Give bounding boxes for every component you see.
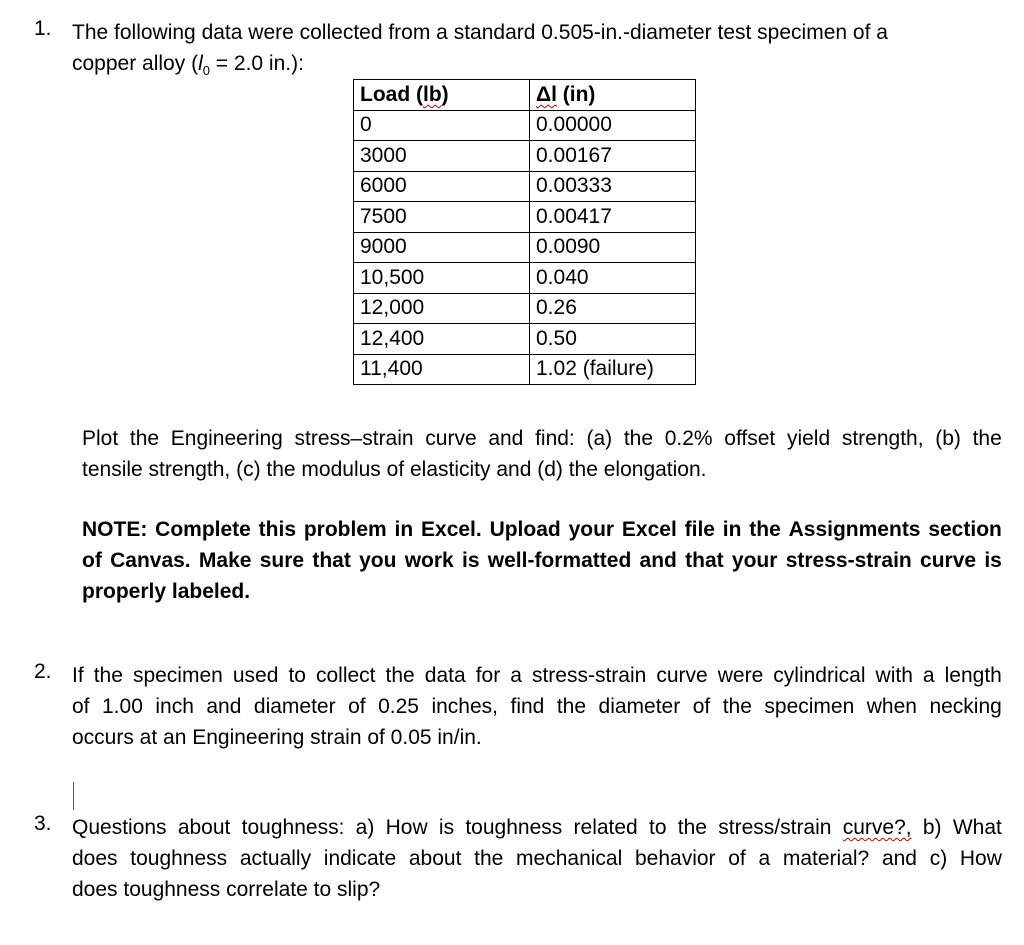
word: a xyxy=(758,847,771,870)
word: related xyxy=(573,816,638,839)
word: is xyxy=(461,549,480,572)
word: that xyxy=(312,549,351,572)
word: length xyxy=(944,664,1002,687)
word: NOTE: xyxy=(82,518,148,541)
table-row xyxy=(354,293,696,324)
column-header-load xyxy=(354,80,530,111)
word: inch xyxy=(155,695,194,718)
word: Make xyxy=(198,549,252,572)
word: the xyxy=(385,664,415,687)
column-header-delta-l xyxy=(530,80,696,111)
word: yield xyxy=(786,427,831,450)
word: 0.25 xyxy=(378,695,419,718)
delta-l-cell: 0.50 xyxy=(530,324,696,355)
table-row xyxy=(354,141,696,172)
word: curve xyxy=(425,427,477,450)
word: offset xyxy=(724,427,776,450)
word: behavior xyxy=(634,847,716,870)
load-elongation-table xyxy=(353,79,696,385)
word: (a) xyxy=(586,427,613,450)
load-cell: 3000 xyxy=(354,141,530,172)
word: about xyxy=(408,847,462,870)
word: of xyxy=(728,847,746,870)
q1-line2-prefix: copper alloy ( xyxy=(72,52,199,75)
word: stress–strain xyxy=(294,427,414,450)
word: of xyxy=(692,695,711,718)
header-delta-l-text: Δl (in) xyxy=(536,82,596,106)
table-row xyxy=(354,324,696,355)
word: strength, xyxy=(841,427,924,450)
word: 1.00 xyxy=(102,695,143,718)
word: Engineering xyxy=(170,427,283,450)
word: mechanical xyxy=(516,847,623,870)
question-2-number: 2. xyxy=(34,660,52,683)
table-row xyxy=(354,110,696,141)
word: curve xyxy=(920,549,977,572)
table-body xyxy=(354,110,696,385)
word: the xyxy=(474,847,504,870)
word: is xyxy=(438,816,455,839)
delta-l-cell: 1.02 (failure) xyxy=(530,354,696,385)
word: and xyxy=(881,847,917,870)
table-row xyxy=(354,171,696,202)
word: diameter xyxy=(253,695,336,718)
word: that xyxy=(685,549,724,572)
load-cell: 7500 xyxy=(354,202,530,233)
question-3-line-3: does toughness correlate to slip? xyxy=(72,878,381,901)
word: the xyxy=(129,427,160,450)
word: curve xyxy=(656,664,708,687)
word: stress-strain xyxy=(785,549,912,572)
word: If xyxy=(72,664,84,687)
delta-l-cell: 0.00417 xyxy=(530,202,696,233)
word: specimen xyxy=(764,695,855,718)
load-cell: 0 xyxy=(354,110,530,141)
load-cell: 6000 xyxy=(354,171,530,202)
word: Complete xyxy=(155,518,251,541)
word: stress-strain xyxy=(531,664,647,687)
word: file xyxy=(684,518,715,541)
plot-instructions xyxy=(82,423,1002,485)
header-load-text: Load (lb) xyxy=(360,82,449,106)
word: about xyxy=(177,816,231,839)
spellcheck-word: curve?, xyxy=(842,816,912,839)
word: a) xyxy=(355,816,375,839)
word: the xyxy=(93,664,123,687)
word: when xyxy=(866,695,917,718)
question-1-line-1: The following data were collected from a standard 0.505-in.-diameter test specimen of a xyxy=(72,21,888,44)
load-cell: 10,500 xyxy=(354,263,530,294)
load-cell: 12,400 xyxy=(354,324,530,355)
delta-l-cell: 0.00333 xyxy=(530,171,696,202)
word: the xyxy=(972,427,1002,450)
word: diameter xyxy=(598,695,681,718)
word: b) xyxy=(922,816,942,839)
word: does xyxy=(72,847,118,870)
word: material? xyxy=(782,847,870,870)
word: inches, xyxy=(431,695,498,718)
word: and xyxy=(206,695,242,718)
word: well-formatted xyxy=(487,549,632,572)
word: in xyxy=(722,518,742,541)
word: used xyxy=(232,664,279,687)
question-1-text xyxy=(72,17,1012,86)
word: Canvas. xyxy=(110,549,191,572)
word: Excel xyxy=(621,518,677,541)
word: the xyxy=(722,695,752,718)
note-line-2 xyxy=(82,545,1002,576)
word: sure xyxy=(259,549,305,572)
question-2-line-2 xyxy=(72,691,1002,722)
question-1-number: 1. xyxy=(34,17,52,40)
word: with xyxy=(875,664,913,687)
word: find xyxy=(510,695,545,718)
word: a xyxy=(510,664,522,687)
question-3-number: 3. xyxy=(34,812,52,835)
table-row xyxy=(354,202,696,233)
table-header-row xyxy=(354,80,696,111)
question-2-line-3: occurs at an Engineering strain of 0.05 in/in. xyxy=(72,726,482,749)
word: cylindrical xyxy=(773,664,866,687)
word: were xyxy=(717,664,764,687)
delta-l-cell: 0.0090 xyxy=(530,232,696,263)
delta-l-cell: 0.00167 xyxy=(530,141,696,172)
word: stress/strain xyxy=(718,816,832,839)
plot-line-1 xyxy=(82,423,1002,454)
word: your xyxy=(568,518,615,541)
delta-l-cell: 0.26 xyxy=(530,293,696,324)
word: for xyxy=(475,664,501,687)
question-2-text xyxy=(72,660,1002,753)
plot-line-2: tensile strength, (c) the modulus of elasticity and (d) the elongation. xyxy=(82,458,707,481)
word: Assignments xyxy=(788,518,921,541)
word: the xyxy=(677,816,707,839)
word: What xyxy=(952,816,1002,839)
word: of xyxy=(72,695,90,718)
word: Questions xyxy=(72,816,167,839)
note-line-1 xyxy=(82,514,1002,545)
question-2-line-1 xyxy=(72,660,1002,691)
word: Upload xyxy=(489,518,561,541)
word: of xyxy=(82,549,102,572)
length-subscript: 0 xyxy=(202,63,210,79)
word: work xyxy=(404,549,454,572)
spellcheck-fragment: Δl xyxy=(536,82,557,106)
word: indicate xyxy=(323,847,397,870)
word: data xyxy=(424,664,466,687)
delta-l-cell: 0.040 xyxy=(530,263,696,294)
word: the xyxy=(623,427,654,450)
delta-l-cell: 0.00000 xyxy=(530,110,696,141)
word: How xyxy=(959,847,1002,870)
word: toughness xyxy=(465,816,563,839)
text-cursor xyxy=(73,782,74,810)
word: and xyxy=(488,427,524,450)
word: 0.2% xyxy=(664,427,713,450)
question-3-line-2 xyxy=(72,843,1002,874)
question-3-line-1 xyxy=(72,812,1002,843)
word: toughness xyxy=(130,847,228,870)
note-line-3: properly labeled. xyxy=(82,580,251,603)
word: this xyxy=(258,518,297,541)
word: find: xyxy=(535,427,575,450)
word: your xyxy=(731,549,778,572)
word: c) xyxy=(929,847,948,870)
word: (b) xyxy=(935,427,961,450)
word: problem xyxy=(303,518,387,541)
word: you xyxy=(359,549,397,572)
table-row xyxy=(354,263,696,294)
question-3-text xyxy=(72,812,1002,905)
load-cell: 12,000 xyxy=(354,293,530,324)
length-variable: l xyxy=(198,52,203,75)
word: actually xyxy=(239,847,312,870)
word: specimen xyxy=(132,664,223,687)
load-cell: 9000 xyxy=(354,232,530,263)
word: section xyxy=(928,518,1002,541)
word: the xyxy=(749,518,781,541)
spellcheck-fragment: lb xyxy=(423,82,442,106)
word: to xyxy=(288,664,306,687)
q1-line2-suffix: = 2.0 in.): xyxy=(209,52,304,75)
table-row xyxy=(354,354,696,385)
word: a xyxy=(922,664,935,687)
note-paragraph xyxy=(82,514,1002,607)
table-row xyxy=(354,232,696,263)
word: and xyxy=(639,549,677,572)
word: is xyxy=(984,549,1002,572)
word: necking xyxy=(929,695,1002,718)
word: to xyxy=(649,816,667,839)
word: in xyxy=(394,518,414,541)
word: of xyxy=(348,695,366,718)
word: toughness: xyxy=(241,816,345,839)
word: the xyxy=(556,695,587,718)
word: Excel. xyxy=(421,518,482,541)
word: Plot xyxy=(82,427,119,450)
word: collect xyxy=(315,664,376,687)
load-cell: 11,400 xyxy=(354,354,530,385)
word: How xyxy=(385,816,428,839)
